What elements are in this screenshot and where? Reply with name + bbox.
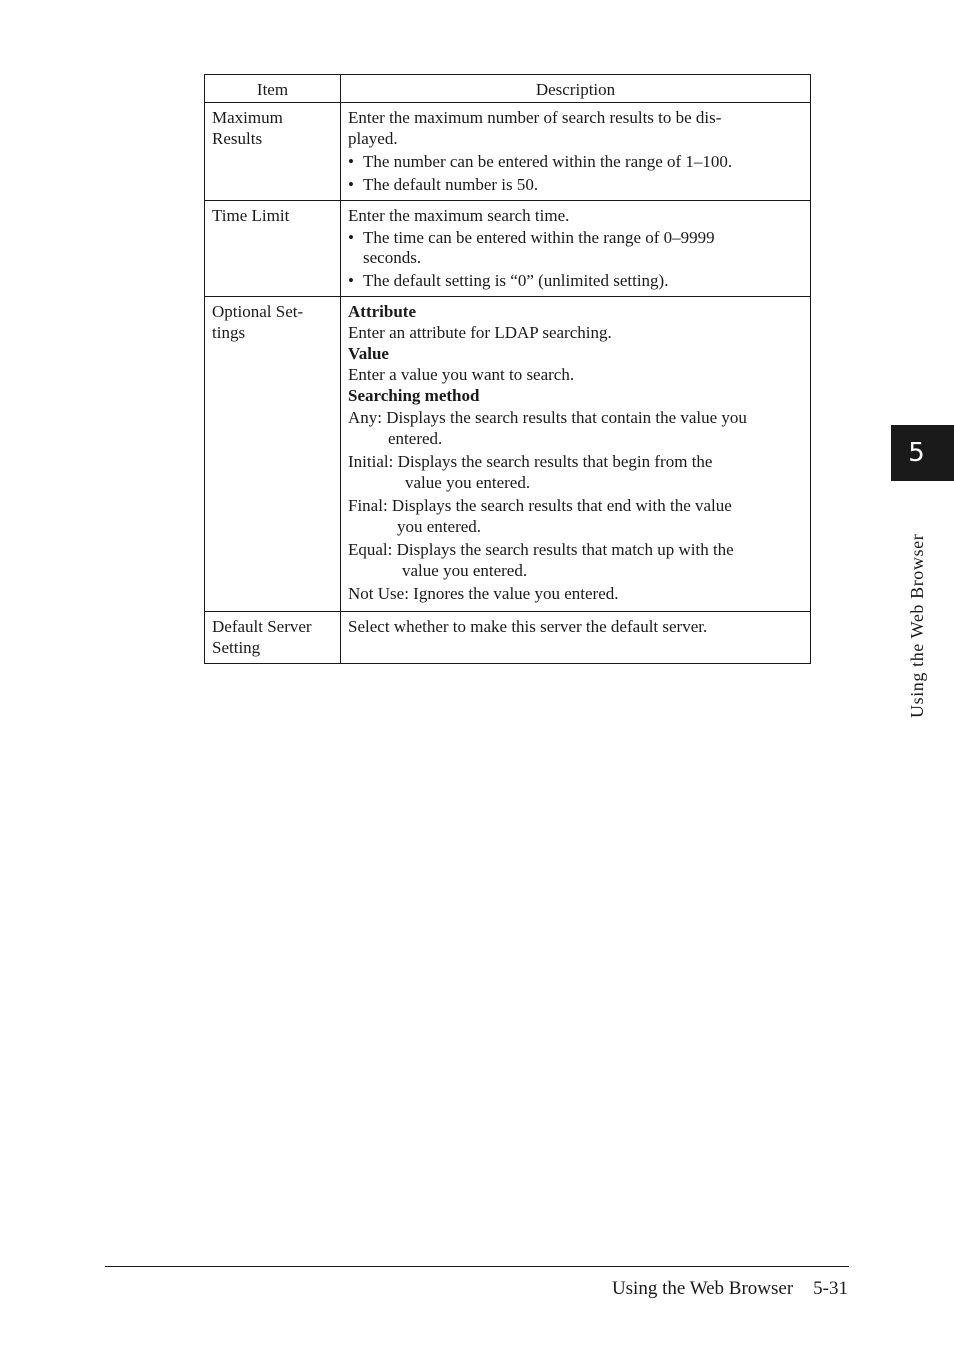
description-line: Enter the maximum search time. — [348, 206, 570, 225]
item-cell — [205, 103, 341, 201]
chapter-number: 5 — [908, 438, 925, 468]
table-row-maximum-results — [205, 103, 811, 201]
subhead-searching-method: Searching method — [348, 386, 480, 405]
subhead-attribute: Attribute — [348, 302, 416, 321]
method-line: value you entered. — [405, 473, 531, 492]
method-line: Final: Displays the search results that end with the value — [348, 496, 732, 515]
page-number: 5-31 — [813, 1278, 848, 1299]
side-chapter-label: Using the Web Browser — [907, 533, 927, 718]
method-line: Initial: Displays the search results that begin from the — [348, 452, 713, 471]
description-line: played. — [348, 129, 398, 148]
bullet-item: • The default number is 50. — [348, 174, 803, 195]
table-row-default-server-setting — [205, 612, 811, 664]
method-line: Equal: Displays the search results that match up with the — [348, 540, 734, 559]
bullet-line: seconds. — [363, 248, 422, 267]
method-any — [348, 407, 803, 449]
item-label-line1: Default Server — [212, 617, 312, 636]
settings-table — [204, 74, 811, 664]
item-label-line2: Setting — [212, 638, 261, 657]
method-line: you entered. — [397, 517, 482, 536]
bullet-item: • The number can be entered within the range of 1–100. — [348, 151, 803, 172]
description-cell — [341, 612, 811, 664]
item-cell — [205, 297, 341, 612]
description-line: Enter a value you want to search. — [348, 365, 575, 384]
item-cell: Time Limit — [205, 201, 341, 297]
table-row-time-limit — [205, 201, 811, 297]
bullet-line: The time can be entered within the range of 0–9999 — [363, 228, 715, 247]
method-equal — [348, 539, 803, 581]
item-label-line2: Results — [212, 129, 263, 148]
description-cell — [341, 103, 811, 201]
subhead-value: Value — [348, 344, 389, 363]
description-line: Enter an attribute for LDAP searching. — [348, 323, 612, 342]
item-cell — [205, 612, 341, 664]
header-description: Description — [341, 75, 811, 103]
item-label-line1: Maximum — [212, 108, 283, 127]
method-line: Any: Displays the search results that contain the value you — [348, 408, 747, 427]
chapter-tab — [891, 425, 954, 481]
footer-divider — [105, 1266, 849, 1267]
bullet-item: • The default setting is “0” (unlimited setting). — [348, 270, 803, 291]
method-final — [348, 495, 803, 537]
header-item: Item — [205, 75, 341, 103]
footer-section-title: Using the Web Browser — [611, 1278, 794, 1299]
method-line: entered. — [388, 429, 443, 448]
method-initial — [348, 451, 803, 493]
description-line: Select whether to make this server the default server. — [348, 617, 708, 636]
method-not-use: Not Use: Ignores the value you entered. — [348, 584, 619, 603]
description-line: Enter the maximum number of search results to be dis- — [348, 108, 722, 127]
description-cell — [341, 297, 811, 612]
table-row-optional-settings — [205, 297, 811, 612]
method-line: value you entered. — [402, 561, 528, 580]
item-label-line2: tings — [212, 323, 246, 342]
page-footer — [612, 1278, 848, 1300]
item-label-line1: Optional Set- — [212, 302, 304, 321]
bullet-item — [348, 228, 803, 268]
description-cell — [341, 201, 811, 297]
table-header-row — [205, 75, 811, 103]
